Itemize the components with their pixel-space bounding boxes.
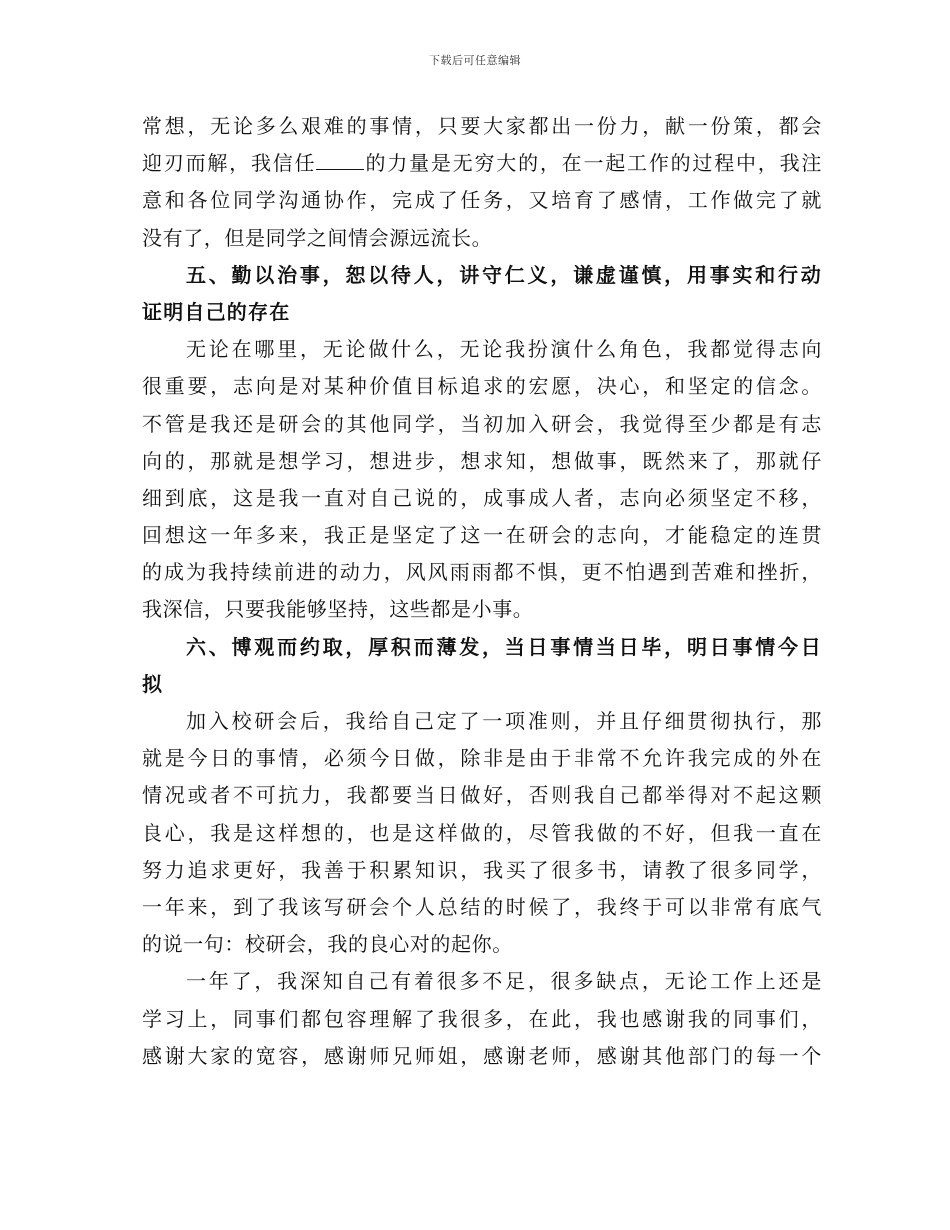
heading-line: 证明自己的存在 bbox=[142, 299, 291, 324]
text-line: 情况或者不可抗力，我都要当日做好，否则我自己都举得对不起这颗 bbox=[142, 783, 822, 808]
text-line: 不管是我还是研会的其他同学，当初加入研会，我觉得至少都是有志 bbox=[142, 411, 822, 436]
text-fragment: 的力量是无穷大的，在一起工作的过程中，我注 bbox=[364, 151, 822, 176]
text-line bbox=[142, 145, 822, 182]
text-fragment: 迎刃而解，我信任 bbox=[142, 151, 317, 176]
page-header-note: 下载后可任意编辑 bbox=[429, 54, 521, 67]
text-line: 良心，我是这样想的，也是这样做的，尽管我做的不好，但我一直在 bbox=[142, 820, 822, 845]
text-line: 努力追求更好，我善于积累知识，我买了很多书，请教了很多同学， bbox=[142, 857, 822, 882]
paragraph bbox=[142, 963, 822, 1075]
heading-line: 拟 bbox=[142, 671, 164, 696]
heading-line: 六、博观而约取，厚积而薄发，当日事情当日毕，明日事情今日 bbox=[186, 634, 822, 659]
text-line: 一年了，我深知自己有着很多不足，很多缺点，无论工作上还是 bbox=[186, 969, 822, 994]
paragraph bbox=[142, 703, 822, 963]
paragraph bbox=[142, 331, 822, 629]
text-line: 意和各位同学沟通协作，完成了任务，又培育了感情，工作做完了就 bbox=[142, 188, 822, 213]
text-line: 一年来，到了我该写研会个人总结的时候了，我终于可以非常有底气 bbox=[142, 894, 822, 919]
text-line: 学习上，同事们都包容理解了我很多，在此，我也感谢我的同事们， bbox=[142, 1006, 822, 1031]
text-line: 向的，那就是想学习，想进步，想求知，想做事，既然来了，那就仔 bbox=[142, 448, 822, 473]
document-body bbox=[142, 108, 822, 1075]
text-line: 无论在哪里，无论做什么，无论我扮演什么角色，我都觉得志向 bbox=[186, 337, 822, 362]
text-line: 感谢大家的宽容，感谢师兄师姐，感谢老师，感谢其他部门的每一个 bbox=[142, 1043, 822, 1068]
text-line: 回想这一年多来，我正是坚定了这一在研会的志向，才能稳定的连贯 bbox=[142, 523, 822, 548]
paragraph bbox=[142, 108, 822, 257]
heading-line: 五、勤以治事，恕以待人，讲守仁义，谦虚谨慎，用事实和行动 bbox=[186, 262, 822, 287]
text-line: 的说一句：校研会，我的良心对的起你。 bbox=[142, 932, 513, 957]
section-heading bbox=[142, 629, 822, 703]
section-heading bbox=[142, 257, 822, 331]
text-line: 很重要，志向是对某种价值目标追求的宏愿，决心，和坚定的信念。 bbox=[142, 374, 822, 399]
text-line: 就是今日的事情，必须今日做，除非是由于非常不允许我完成的外在 bbox=[142, 746, 822, 771]
text-line: 细到底，这是我一直对自己说的，成事成人者，志向必须坚定不移， bbox=[142, 485, 822, 510]
text-line: 常想，无论多么艰难的事情，只要大家都出一份力，献一份策，都会 bbox=[142, 114, 822, 138]
text-line: 的成为我持续前进的动力，风风雨雨都不惧，更不怕遇到苦难和挫折， bbox=[142, 560, 822, 585]
fill-in-blank bbox=[316, 151, 364, 170]
text-line: 没有了，但是同学之间情会源远流长。 bbox=[142, 225, 493, 250]
text-line: 我深信，只要我能够坚持，这些都是小事。 bbox=[142, 597, 534, 622]
text-line: 加入校研会后，我给自己定了一项准则，并且仔细贯彻执行，那 bbox=[186, 709, 822, 733]
